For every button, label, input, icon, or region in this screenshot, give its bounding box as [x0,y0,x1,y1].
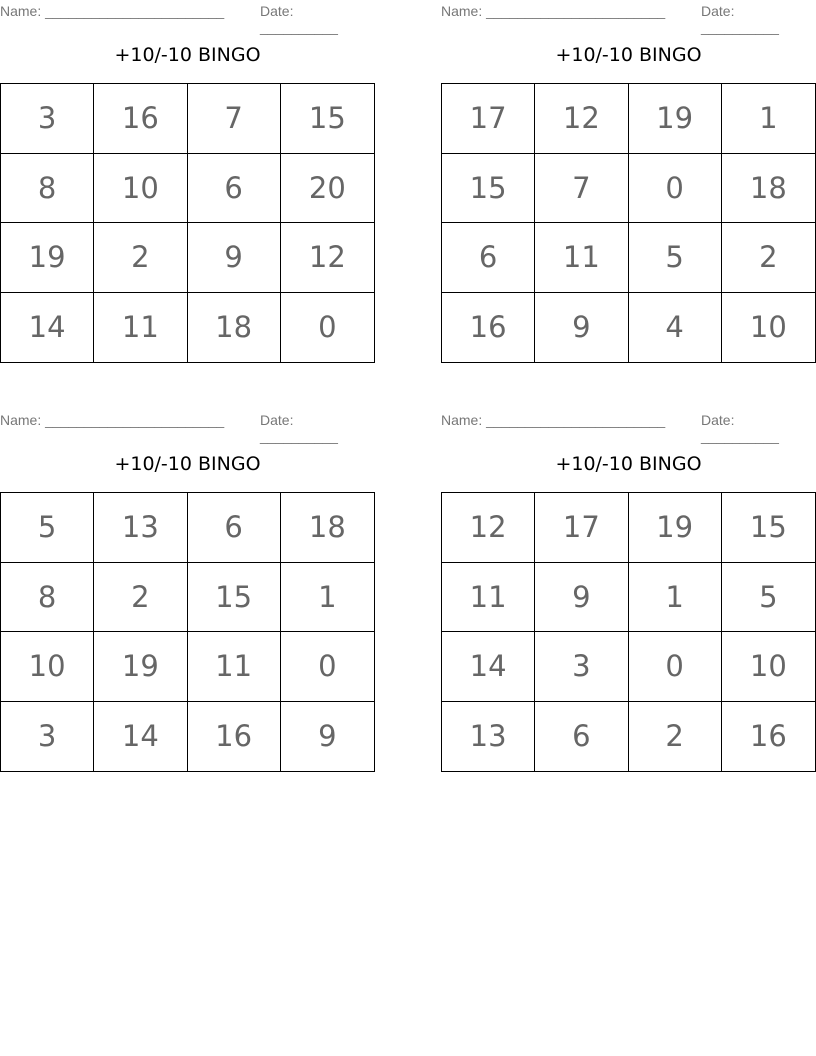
card-title: +10/-10 BINGO [114,44,261,66]
bingo-cell: 15 [722,493,815,563]
bingo-cell: 18 [281,493,374,563]
bingo-cell: 0 [281,632,374,702]
bingo-cell: 10 [749,310,787,345]
bingo-card [0,409,375,779]
bingo-cell: 0 [318,310,337,345]
bingo-cell: 2 [94,223,187,293]
bingo-cell: 15 [442,154,535,224]
bingo-cell: 2 [94,563,187,633]
bingo-cell: 0 [629,154,722,224]
bingo-cell: 17 [535,493,628,563]
bingo-cell: 9 [535,293,628,363]
name-field-label: Name: _______________________ [441,3,666,19]
card-title: +10/-10 BINGO [114,453,261,475]
bingo-card [441,0,816,370]
bingo-cell: 19 [629,84,722,154]
bingo-cell: 7 [188,84,281,154]
bingo-cell: 14 [442,632,535,702]
bingo-cell: 14 [94,702,187,772]
bingo-cell: 5 [1,493,94,563]
bingo-cell: 19 [94,632,187,702]
bingo-cell: 3 [1,702,94,772]
bingo-cell: 1 [629,563,722,633]
bingo-cell: 5 [722,563,815,633]
name-field-label: Name: _______________________ [0,412,225,428]
card-title: +10/-10 BINGO [555,453,702,475]
card-header [441,3,816,35]
bingo-cell: 3 [1,84,94,154]
bingo-cell: 20 [281,154,374,224]
name-field-label: Name: _______________________ [441,412,666,428]
bingo-cell: 17 [442,84,535,154]
bingo-cell: 10 [94,154,187,224]
bingo-cell: 16 [188,702,281,772]
bingo-cell: 4 [629,293,722,363]
card-header [0,3,375,35]
bingo-cell: 9 [535,563,628,633]
bingo-cell: 10 [1,632,94,702]
bingo-card [0,0,375,370]
bingo-cell: 1 [281,563,374,633]
date-field-label: Date: __________ [260,412,338,444]
bingo-cell: 9 [318,719,337,754]
bingo-cell: 11 [188,632,281,702]
bingo-cell: 6 [442,223,535,293]
bingo-cell: 1 [722,84,815,154]
bingo-cell: 3 [535,632,628,702]
bingo-cell: 6 [535,702,628,772]
bingo-cell: 11 [442,563,535,633]
bingo-cell: 0 [629,632,722,702]
card-header [441,412,816,444]
bingo-cell: 14 [1,293,94,363]
bingo-cell: 11 [535,223,628,293]
bingo-grid [0,83,375,363]
bingo-cell: 13 [94,493,187,563]
bingo-cell: 2 [722,223,815,293]
bingo-cell: 13 [442,702,535,772]
bingo-cell: 16 [749,719,787,754]
bingo-cell: 19 [1,223,94,293]
bingo-cell: 15 [281,84,374,154]
bingo-cell: 2 [629,702,722,772]
bingo-cell: 16 [442,293,535,363]
bingo-cell: 19 [629,493,722,563]
bingo-grid [441,492,816,772]
bingo-cell: 5 [629,223,722,293]
bingo-cell: 15 [188,563,281,633]
bingo-cell: 12 [442,493,535,563]
bingo-cell: 11 [94,293,187,363]
bingo-cell: 8 [1,154,94,224]
bingo-cell: 7 [535,154,628,224]
bingo-cell: 12 [281,223,374,293]
bingo-grid [0,492,375,772]
bingo-cell: 6 [188,154,281,224]
date-field-label: Date: __________ [260,3,338,35]
date-field-label: Date: __________ [701,412,779,444]
card-header [0,412,375,444]
bingo-cell: 8 [1,563,94,633]
bingo-cell: 12 [535,84,628,154]
date-field-label: Date: __________ [701,3,779,35]
bingo-cell: 10 [722,632,815,702]
card-title: +10/-10 BINGO [555,44,702,66]
bingo-grid [441,83,816,363]
bingo-card [441,409,816,779]
bingo-cell: 6 [188,493,281,563]
bingo-cell: 9 [188,223,281,293]
bingo-cell: 16 [94,84,187,154]
name-field-label: Name: _______________________ [0,3,225,19]
bingo-cell: 18 [188,293,281,363]
bingo-cell: 18 [722,154,815,224]
